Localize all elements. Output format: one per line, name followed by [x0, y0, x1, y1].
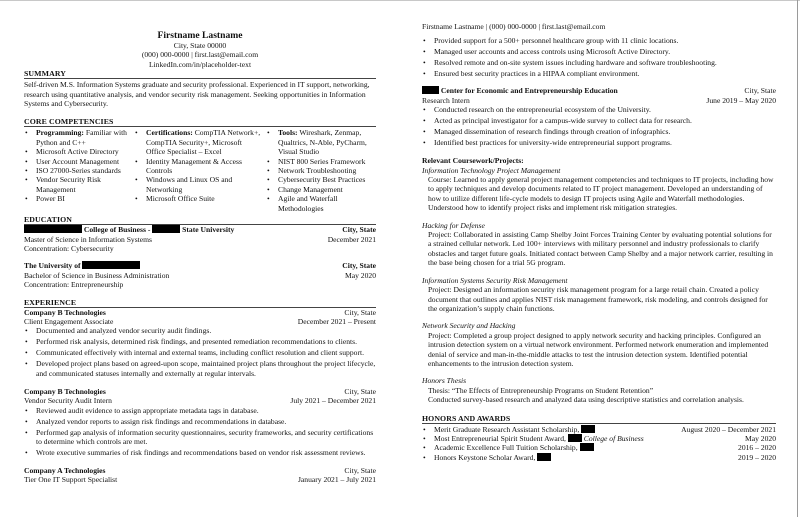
job-title: Vendor Security Audit Intern — [24, 396, 112, 406]
job-bullet: • Communicated effectively with internal and external teams, including conflict resolution and client support. — [24, 348, 376, 357]
job-bullet: • Managed user accounts and access controls using Microsoft Active Directory. — [422, 47, 776, 56]
education-entry — [24, 225, 376, 253]
honor-item: • Honors Keystone Scholar Award, 2019 – 2020 — [422, 453, 776, 462]
job-bullet: • Developed project plans based on agreed-upon scope, maintained project plans throughout the project lifecycle, and communicated statuses internally and externally at regular intervals. — [24, 359, 376, 378]
job-dates: January 2021 – July 2021 — [297, 475, 376, 485]
course-entry — [422, 276, 776, 314]
organization-name: Center for Economic and Entrepreneurship Education — [422, 86, 618, 95]
concentration: Concentration: Cybersecurity — [24, 243, 114, 253]
degree: Bachelor of Science in Business Administration — [24, 270, 170, 280]
job-bullet: • Managed dissemination of research findings through creation of infographics. — [422, 127, 776, 136]
job-entry — [24, 387, 376, 458]
honor-item: • Merit Graduate Research Assistant Scholarship, August 2020 – December 2021 — [422, 425, 776, 434]
job-location: City, State — [344, 465, 376, 475]
job-entry — [422, 86, 776, 147]
job-bullet: • Provided support for a 500+ personnel healthcare group with 11 clinic locations. — [422, 36, 776, 45]
job-dates: December 2021 – Present — [297, 316, 376, 326]
company-name: Company B Technologies — [24, 386, 106, 396]
job-bullets — [422, 105, 776, 147]
course-description: Project: Designed an information security risk management program for a large retail chain. Created a policy document that outlines and applies NIST risk management framework, risk modeling, and controls designed for the organization’s supply chain functions. — [428, 285, 768, 313]
course-entry — [422, 166, 776, 213]
job-bullet: • Conducted research on the entrepreneurial ecosystem of the University. — [422, 105, 776, 114]
summary-text: Self-driven M.S. Information Systems graduate and security professional. Experienced in IT support, networking, research using quantitative analysis, and vendor security risk management. Seeking opportunities in Information Systems and Cybersecurity. — [24, 80, 370, 109]
candidate-name: Firstname Lastname — [157, 30, 243, 41]
competencies-col-2 — [134, 128, 262, 213]
competency-item: • NIST 800 Series Framework — [266, 157, 376, 166]
redacted-box — [24, 225, 82, 233]
education-entry — [24, 261, 376, 289]
experience-heading: EXPERIENCE — [24, 298, 376, 308]
thesis-title: Thesis: “The Effects of Entrepreneurship Programs on Student Retention” — [428, 385, 654, 395]
job-bullet: • Documented and analyzed vendor security audit findings. — [24, 326, 376, 335]
honors-heading: HONORS AND AWARDS — [422, 414, 776, 424]
candidate-contact: (000) 000-0000 | first.last@email.com — [141, 50, 259, 60]
job-bullet: • Performed gap analysis of information security questionnaires, security frameworks, and security certifications to determine which controls are met. — [24, 428, 376, 447]
redacted-box — [82, 261, 140, 269]
job-entry — [24, 466, 376, 485]
candidate-location: City, State 00000 — [173, 41, 227, 50]
summary-heading: SUMMARY — [24, 69, 376, 79]
job-bullets — [24, 326, 376, 378]
job-dates: June 2019 – May 2020 — [706, 95, 776, 105]
redacted-box — [581, 425, 595, 433]
resume-page-1 — [24, 0, 376, 517]
redacted-box — [580, 443, 594, 451]
course-name: Information Systems Security Risk Management — [422, 275, 568, 285]
school-location: City, State — [342, 261, 376, 271]
course-description: Project: Collaborated in assisting Camp Shelby Joint Forces Training Center by evaluating potential solutions for a strained cellular network. Led 100+ interviews with military personnel and industry professionals to clarify obstacles and target future goals. Initiated contact between Camp Shelby and a major network carrier, resulting in the base being chosen for a trial 5G program. — [428, 230, 773, 268]
job-entry — [24, 308, 376, 379]
graduation-date: May 2020 — [344, 270, 376, 280]
competencies-columns — [24, 128, 376, 213]
competency-item: • Programming: Familiar with Python and C++ — [24, 128, 128, 147]
job-title: Tier One IT Support Specialist — [24, 475, 118, 485]
degree: Master of Science in Information Systems — [24, 234, 153, 244]
company-name: Company A Technologies — [24, 465, 106, 475]
job-bullet: • Acted as principal investigator for a campus-wide survey to collect data for research. — [422, 116, 776, 125]
job-bullet: • Ensured best security practices in a HIPAA compliant environment. — [422, 69, 776, 78]
competency-item: • Microsoft Active Directory — [24, 147, 128, 156]
course-description: Course: Learned to apply general project management competencies and techniques to IT projects, including how to apply techniques and develop documents related to IT project management. Developed an understanding of how to utilize different life-cycle models to design IT projects using Agile and Waterfall methodologies. Understood how to identify project risks and implement risk mitigation strategies. — [428, 175, 774, 213]
competencies-heading: CORE COMPETENCIES — [24, 117, 376, 127]
job-location: City, State — [344, 386, 376, 396]
competency-item: • Network Troubleshooting — [266, 166, 376, 175]
job-bullet: • Reviewed audit evidence to assign appropriate metadata tags in database. — [24, 406, 376, 415]
honor-item: • Most Entrepreneurial Spirit Student Award, College of Business May 2020 — [422, 434, 776, 443]
honor-date: 2016 – 2020 — [738, 443, 776, 453]
candidate-linkedin: LinkedIn.com/in/placeholder-text — [148, 59, 252, 69]
honor-date: 2019 – 2020 — [738, 452, 776, 462]
course-entry — [422, 221, 776, 268]
course-name: Hacking for Defense — [422, 220, 485, 230]
job-title: Research Intern — [422, 95, 470, 105]
honor-date: August 2020 – December 2021 — [681, 424, 776, 434]
competency-item: • Agile and Waterfall Methodologies — [266, 194, 376, 213]
job-location: City, State — [344, 307, 376, 317]
resume-page-2 — [422, 0, 776, 517]
concentration: Concentration: Entrepreneurship — [24, 280, 124, 290]
viewer-right-border — [797, 0, 798, 517]
graduation-date: December 2021 — [327, 234, 376, 244]
honor-item: • Academic Excellence Full Tuition Scholarship, 2016 – 2020 — [422, 443, 776, 452]
company-name: Company B Technologies — [24, 307, 106, 317]
school-name: College of Business - State University — [24, 225, 234, 234]
course-entry — [422, 321, 776, 368]
job-bullet: • Performed risk analysis, determined risk findings, and presented remediation recommendations to clients. — [24, 337, 376, 346]
competencies-col-3 — [266, 128, 376, 213]
coursework-heading: Relevant Coursework/Projects: — [422, 156, 524, 166]
competency-item: • Identity Management & Access Controls — [134, 157, 262, 176]
course-entry — [422, 376, 776, 404]
continued-job-bullets — [422, 36, 776, 78]
thesis-description: Conducted survey-based research and analyzed data using descriptive statistics and correlation analysis. — [428, 395, 744, 405]
redacted-box — [422, 86, 439, 94]
course-name: Information Technology Project Management — [422, 165, 561, 175]
honor-date: May 2020 — [744, 433, 776, 443]
course-name: Network Security and Hacking — [422, 321, 516, 331]
job-title: Client Engagement Associate — [24, 316, 114, 326]
competencies-col-1 — [24, 128, 128, 213]
course-description: Project: Completed a group project designed to apply network security and hacking principles. Configured an intrusion detection system on a virtual network environment. Performed network enumeration and implemented denial of service and man-in-the-middle attacks to test the intrusion detection system. Identified potential enhancements to the intrusion detection system. — [428, 330, 769, 368]
competency-item: • Cybersecurity Best Practices — [266, 175, 376, 184]
job-bullets — [24, 406, 376, 458]
page2-header: Firstname Lastname | (000) 000-0000 | first.last@email.com — [422, 22, 606, 31]
redacted-box — [568, 434, 582, 442]
school-location: City, State — [342, 225, 376, 235]
school-name: The University of — [24, 261, 140, 270]
competency-item: • ISO 27000-Series standards — [24, 166, 128, 175]
competency-item: • Vendor Security Risk Management — [24, 175, 128, 194]
job-bullet: • Wrote executive summaries of risk findings and recommendations based on vendor risk assessment reviews. — [24, 448, 376, 457]
competency-item: • Certifications: CompTIA Network+, CompTIA Security+, Microsoft Office Specialist – Excel — [134, 128, 262, 156]
course-name: Honors Thesis — [422, 376, 467, 386]
competency-item: • Microsoft Office Suite — [134, 194, 262, 203]
competency-item: • Change Management — [266, 185, 376, 194]
competency-item: • Windows and Linux OS and Networking — [134, 175, 262, 194]
job-bullet: • Identified best practices for university-wide entrepreneurial support programs. — [422, 138, 776, 147]
job-bullet: • Analyzed vendor reports to assign risk findings and recommendations in database. — [24, 417, 376, 426]
job-location: City, State — [744, 86, 776, 96]
redacted-box — [537, 453, 551, 461]
competency-item: • Power BI — [24, 194, 128, 203]
honors-list — [422, 425, 776, 463]
competency-item: • Tools: Wireshark, Zenmap, Qualtrics, N-Able, PyCharm, Visual Studio — [266, 128, 376, 156]
education-heading: EDUCATION — [24, 215, 376, 225]
job-bullet: • Resolved remote and on-site system issues including hardware and software troubleshooting. — [422, 58, 776, 67]
redacted-box — [152, 225, 180, 233]
job-dates: July 2021 – December 2021 — [290, 396, 376, 406]
competency-item: • User Account Management — [24, 157, 128, 166]
